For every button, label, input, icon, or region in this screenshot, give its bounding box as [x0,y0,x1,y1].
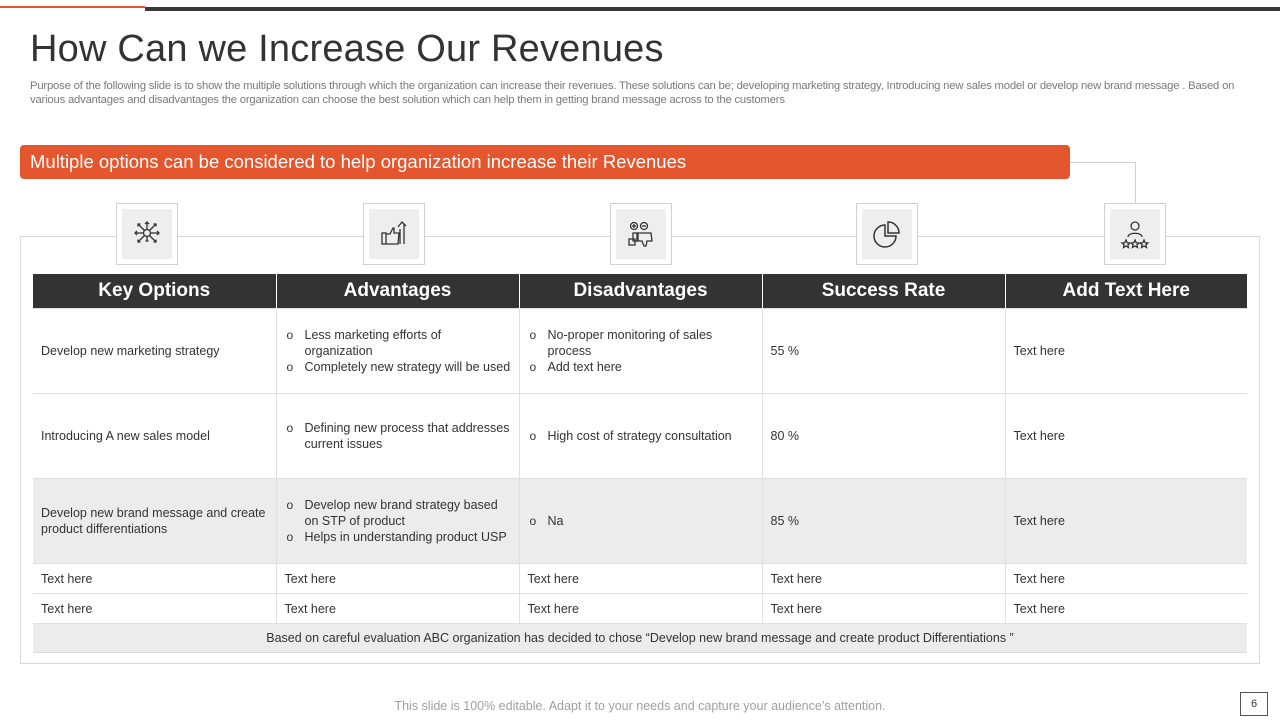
success-rate-cell: 55 % [762,309,1005,394]
bullet-item: o Completely new strategy will be used [305,359,511,375]
bullet-item: o Na [548,513,754,529]
key-option-cell: Develop new marketing strategy [33,309,276,394]
options-table [33,274,1247,653]
table-cell: Text here [1005,594,1247,624]
bullet-item: o High cost of strategy consultation [548,428,754,444]
success-rate-cell: 85 % [762,479,1005,564]
bullet-item: o Less marketing efforts of organization [305,327,511,359]
bullet-item: o No-proper monitoring of sales process [548,327,754,359]
table-row [33,594,1247,624]
table-cell: Text here [519,594,762,624]
connector-line [1135,162,1136,204]
top-accent-bar [0,6,145,8]
column-header: Advantages [276,274,519,309]
disadvantages-icon-box [610,203,672,265]
table-cell: Text here [519,564,762,594]
bullet-item: o Develop new brand strategy based on STP of product [305,497,511,529]
key-option-cell: Introducing A new sales model [33,394,276,479]
table-cell: Text here [1005,564,1247,594]
table-footer-row [33,624,1247,653]
editable-note: This slide is 100% editable. Adapt it to your needs and capture your audience’s attention. [394,699,886,713]
advantages-cell [276,394,519,479]
success-rate-cell: 80 % [762,394,1005,479]
disadvantages-cell [519,479,762,564]
advantages-cell [276,479,519,564]
table-row [33,564,1247,594]
extra-cell: Text here [1005,479,1247,564]
pie-chart-icon [870,217,904,251]
table-cell: Text here [33,564,276,594]
extra-cell: Text here [1005,309,1247,394]
options-banner: Multiple options can be considered to help organization increase their Revenues [20,145,1070,179]
column-header: Key Options [33,274,276,309]
column-header: Disadvantages [519,274,762,309]
table-cell: Text here [276,564,519,594]
key-options-icon-box [116,203,178,265]
advantages-icon-box [363,203,425,265]
connector-line [1070,162,1136,163]
page-subtitle: Purpose of the following slide is to show the multiple solutions through which the organization can increase their revenues. These solutions can be; developing marketing strategy, Introducing new sales model or develop new brand message . Based on various advantages and disadvantages the organization can choose the best solution which can help them in getting brand message across to the customers [30,80,1235,106]
top-dark-bar [145,7,1280,11]
disadvantages-cell [519,309,762,394]
table-cell: Text here [276,594,519,624]
person-rating-icon [1118,217,1152,251]
table-cell: Text here [762,594,1005,624]
advantages-cell [276,309,519,394]
page-title: How Can we Increase Our Revenues [30,28,664,70]
key-option-cell: Develop new brand message and create product differentiations [33,479,276,564]
table-cell: Text here [33,594,276,624]
table-row [33,309,1247,394]
bullet-item: o Defining new process that addresses current issues [305,420,511,452]
page-number: 6 [1240,692,1268,716]
table-row-selected [33,479,1247,564]
success-rate-icon-box [856,203,918,265]
column-header: Add Text Here [1005,274,1247,309]
table-cell: Text here [762,564,1005,594]
thumbs-down-icon [624,217,658,251]
table-row [33,394,1247,479]
conclusion-note: Based on careful evaluation ABC organization has decided to chose “Develop new brand message and create product Differentiations ” [33,624,1247,653]
network-idea-icon [130,217,164,251]
add-text-icon-box [1104,203,1166,265]
disadvantages-cell [519,394,762,479]
thumbs-up-growth-icon [377,217,411,251]
bullet-item: o Helps in understanding product USP [305,529,511,545]
column-header: Success Rate [762,274,1005,309]
bullet-item: o Add text here [548,359,754,375]
extra-cell: Text here [1005,394,1247,479]
table-header-row [33,274,1247,309]
